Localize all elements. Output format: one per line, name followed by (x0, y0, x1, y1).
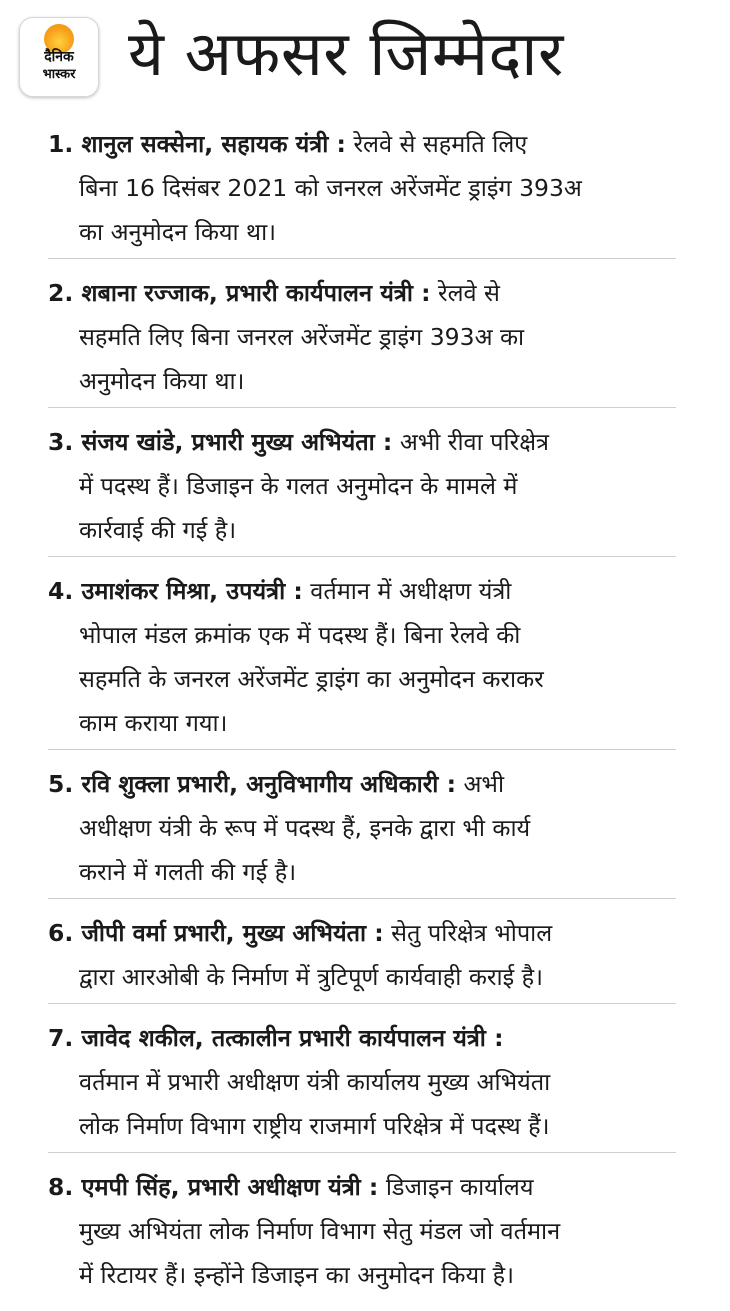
item-body-line: वर्तमान में प्रभारी अधीक्षण यंत्री कार्यालय मुख्य अभियंता (79, 1068, 551, 1096)
item-first-row (48, 762, 676, 806)
item-body-line: कराने में गलती की गई है। (79, 858, 297, 886)
item-first-line-text: डिजाइन कार्यालय (385, 1173, 534, 1201)
list-item (48, 911, 676, 999)
item-first-row (48, 1165, 676, 1209)
item-heading-text: शानुल सक्सेना, सहायक यंत्री : (81, 130, 346, 158)
item-first-line-text: अभी रीवा परिक्षेत्र (399, 428, 550, 456)
item-number: 2. (48, 279, 74, 307)
item-first-line-text: अभी (463, 770, 505, 798)
item-heading-text: एमपी सिंह, प्रभारी अधीक्षण यंत्री : (81, 1173, 379, 1201)
item-number: 3. (48, 428, 74, 456)
item-heading-text: शबाना रज्जाक, प्रभारी कार्यपालन यंत्री : (81, 279, 431, 307)
item-body-line: द्वारा आरओबी के निर्माण में त्रुटिपूर्ण कार्यवाही कराई है। (79, 963, 543, 991)
list-item (48, 122, 676, 254)
divider (48, 407, 676, 408)
item-number: 4. (48, 577, 74, 605)
divider (48, 898, 676, 899)
item-body-line: मुख्य अभियंता लोक निर्माण विभाग सेतु मंडल जो वर्तमान (79, 1217, 561, 1245)
list-item (48, 420, 676, 552)
divider (48, 1152, 676, 1153)
item-number: 5. (48, 770, 74, 798)
list-item (48, 569, 676, 745)
item-first-row (48, 271, 676, 315)
item-heading (48, 919, 384, 947)
item-first-line-text: सेतु परिक्षेत्र भोपाल (391, 919, 553, 947)
item-heading (48, 770, 456, 798)
item-body-line: सहमति लिए बिना जनरल अरेंजमेंट ड्राइंग 393अ का (79, 323, 525, 351)
dainik-bhaskar-logo[interactable] (19, 17, 99, 97)
divider (48, 749, 676, 750)
item-number: 7. (48, 1024, 74, 1052)
item-body-line: बिना 16 दिसंबर 2021 को जनरल अरेंजमेंट ड्राइंग 393अ (79, 174, 582, 202)
logo-text-line1: दैनिक (44, 49, 74, 65)
item-heading (48, 577, 303, 605)
logo-text-line2: भास्कर (42, 67, 76, 82)
item-body-line: लोक निर्माण विभाग राष्ट्रीय राजमार्ग परिक्षेत्र में पदस्थ हैं। (79, 1112, 550, 1140)
list-item (48, 1016, 676, 1148)
item-first-row (48, 1016, 676, 1060)
list-item (48, 271, 676, 403)
list-item (48, 762, 676, 894)
item-body-line: कार्रवाई की गई है। (79, 516, 237, 544)
item-body-line: में पदस्थ हैं। डिजाइन के गलत अनुमोदन के मामले में (79, 472, 518, 500)
item-heading (48, 428, 392, 456)
item-heading-text: उमाशंकर मिश्रा, उपयंत्री : (81, 577, 303, 605)
divider (48, 258, 676, 259)
item-heading (48, 1173, 378, 1201)
item-number: 8. (48, 1173, 74, 1201)
divider (48, 1003, 676, 1004)
list-item (48, 1165, 676, 1297)
item-first-row (48, 420, 676, 464)
item-first-line-text: रेलवे से (437, 279, 500, 307)
item-body-line: काम कराया गया। (79, 709, 228, 737)
item-number: 1. (48, 130, 74, 158)
item-body-line: अनुमोदन किया था। (79, 367, 245, 395)
item-heading-text: रवि शुक्ला प्रभारी, अनुविभागीय अधिकारी : (81, 770, 456, 798)
item-first-row (48, 911, 676, 955)
header (0, 0, 730, 110)
item-number: 6. (48, 919, 74, 947)
item-body-line: में रिटायर हैं। इन्होंने डिजाइन का अनुमोदन किया है। (79, 1261, 515, 1289)
item-body-line: भोपाल मंडल क्रमांक एक में पदस्थ हैं। बिना रेलवे की (79, 621, 521, 649)
item-first-line-text: वर्तमान में अधीक्षण यंत्री (310, 577, 512, 605)
page-title: ये अफसर जिम्मेदार (128, 17, 564, 90)
item-body-line: अधीक्षण यंत्री के रूप में पदस्थ हैं, इनके द्वारा भी कार्य (79, 814, 531, 842)
item-heading (48, 1024, 503, 1052)
item-heading-text: संजय खांडे, प्रभारी मुख्य अभियंता : (81, 428, 393, 456)
divider (48, 556, 676, 557)
item-first-row (48, 569, 676, 613)
officer-list (48, 122, 676, 1297)
item-first-row (48, 122, 676, 166)
item-heading (48, 279, 430, 307)
item-heading-text: जावेद शकील, तत्कालीन प्रभारी कार्यपालन यंत्री : (81, 1024, 504, 1052)
item-body-line: सहमति के जनरल अरेंजमेंट ड्राइंग का अनुमोदन कराकर (79, 665, 544, 693)
item-first-line-text: रेलवे से सहमति लिए (353, 130, 528, 158)
item-heading (48, 130, 346, 158)
item-heading-text: जीपी वर्मा प्रभारी, मुख्य अभियंता : (81, 919, 384, 947)
item-body-line: का अनुमोदन किया था। (79, 218, 277, 246)
